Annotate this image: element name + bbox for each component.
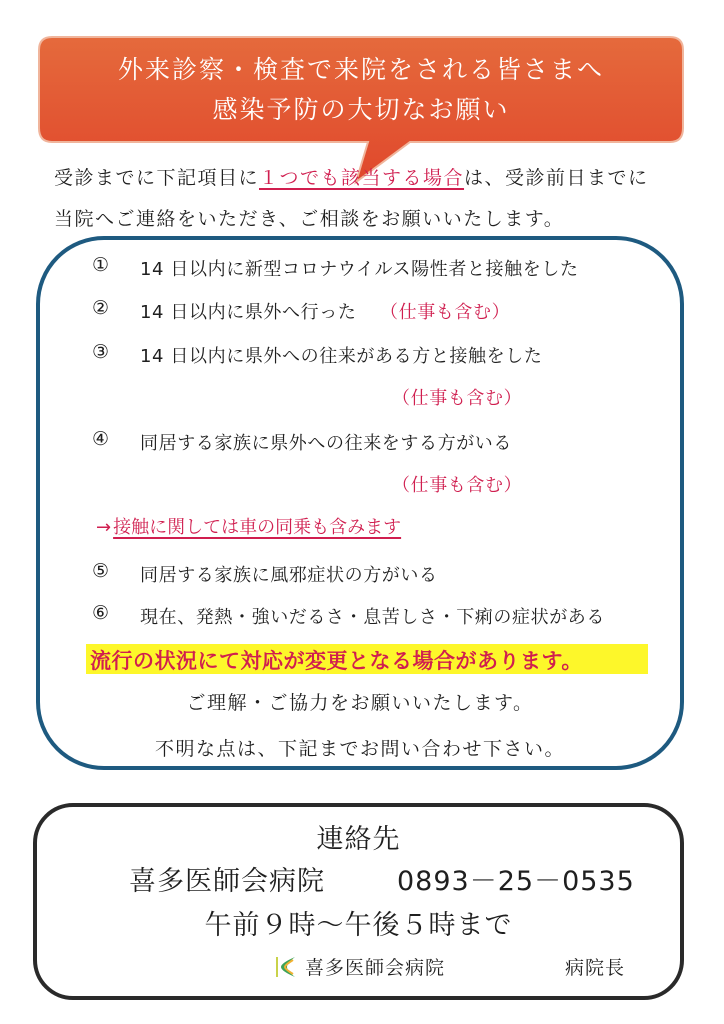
intro-emphasis: １つでも該当する場合 [259, 167, 465, 189]
item-marker: ① [92, 254, 110, 276]
intro-line-1 [54, 163, 649, 190]
thanks-text: ご理解・ご協力をお願いいたします。 [186, 692, 534, 714]
item-text: 同居する家族に県外への往来をする方がいる [140, 433, 512, 454]
item-text: 14 日以内に県外への往来がある方と接触をした [140, 346, 543, 367]
director-title: 病院長 [565, 957, 626, 979]
item-note: （仕事も含む） [392, 388, 523, 409]
arrow-right-icon: → [96, 517, 112, 538]
contact-phone[interactable]: 0893－25－0535 [397, 866, 635, 897]
item-text: 14 日以内に県外へ行った [140, 302, 357, 323]
intro-line-2: 当院へご連絡をいただき、ご相談をお願いいたします。 [54, 208, 565, 230]
intro-text-after: は、受診前日までに [464, 167, 649, 189]
hospital-leaf-logo-icon [273, 954, 299, 980]
contact-hospital-name: 喜多医師会病院 [129, 866, 325, 897]
hospital-logo [273, 953, 445, 980]
item-text: 14 日以内に新型コロナウイルス陽性者と接触をした [140, 259, 579, 280]
banner-subtitle: 感染予防の大切なお願い [212, 95, 510, 124]
intro-text-before: 受診までに下記項目に [54, 167, 260, 189]
item-text: 現在、発熱・強いだるさ・息苦しさ・下痢の症状がある [140, 607, 605, 628]
item-marker: ④ [92, 428, 110, 450]
item-note: （仕事も含む） [392, 475, 523, 496]
item-marker: ⑤ [92, 560, 110, 582]
contact-title: 連絡先 [316, 824, 401, 855]
item-marker: ③ [92, 341, 110, 363]
item-marker: ⑥ [92, 602, 110, 624]
banner-title: 外来診察・検査で来院をされる皆さまへ [117, 55, 604, 84]
item-note: （仕事も含む） [380, 302, 511, 323]
contact-box [33, 803, 684, 1000]
notice-text: 流行の状況にて対応が変更となる場合があります。 [90, 649, 583, 673]
item-marker: ② [92, 297, 110, 319]
inquiry-text: 不明な点は、下記までお問い合わせ下さい。 [154, 738, 565, 760]
contact-hours: 午前９時～午後５時まで [204, 910, 513, 941]
logo-hospital-name: 喜多医師会病院 [305, 957, 446, 979]
item-text: 同居する家族に風邪症状の方がいる [140, 565, 438, 586]
transport-note-text: 接触に関しては車の同乗も含みます [113, 517, 402, 538]
transport-note [96, 513, 401, 539]
